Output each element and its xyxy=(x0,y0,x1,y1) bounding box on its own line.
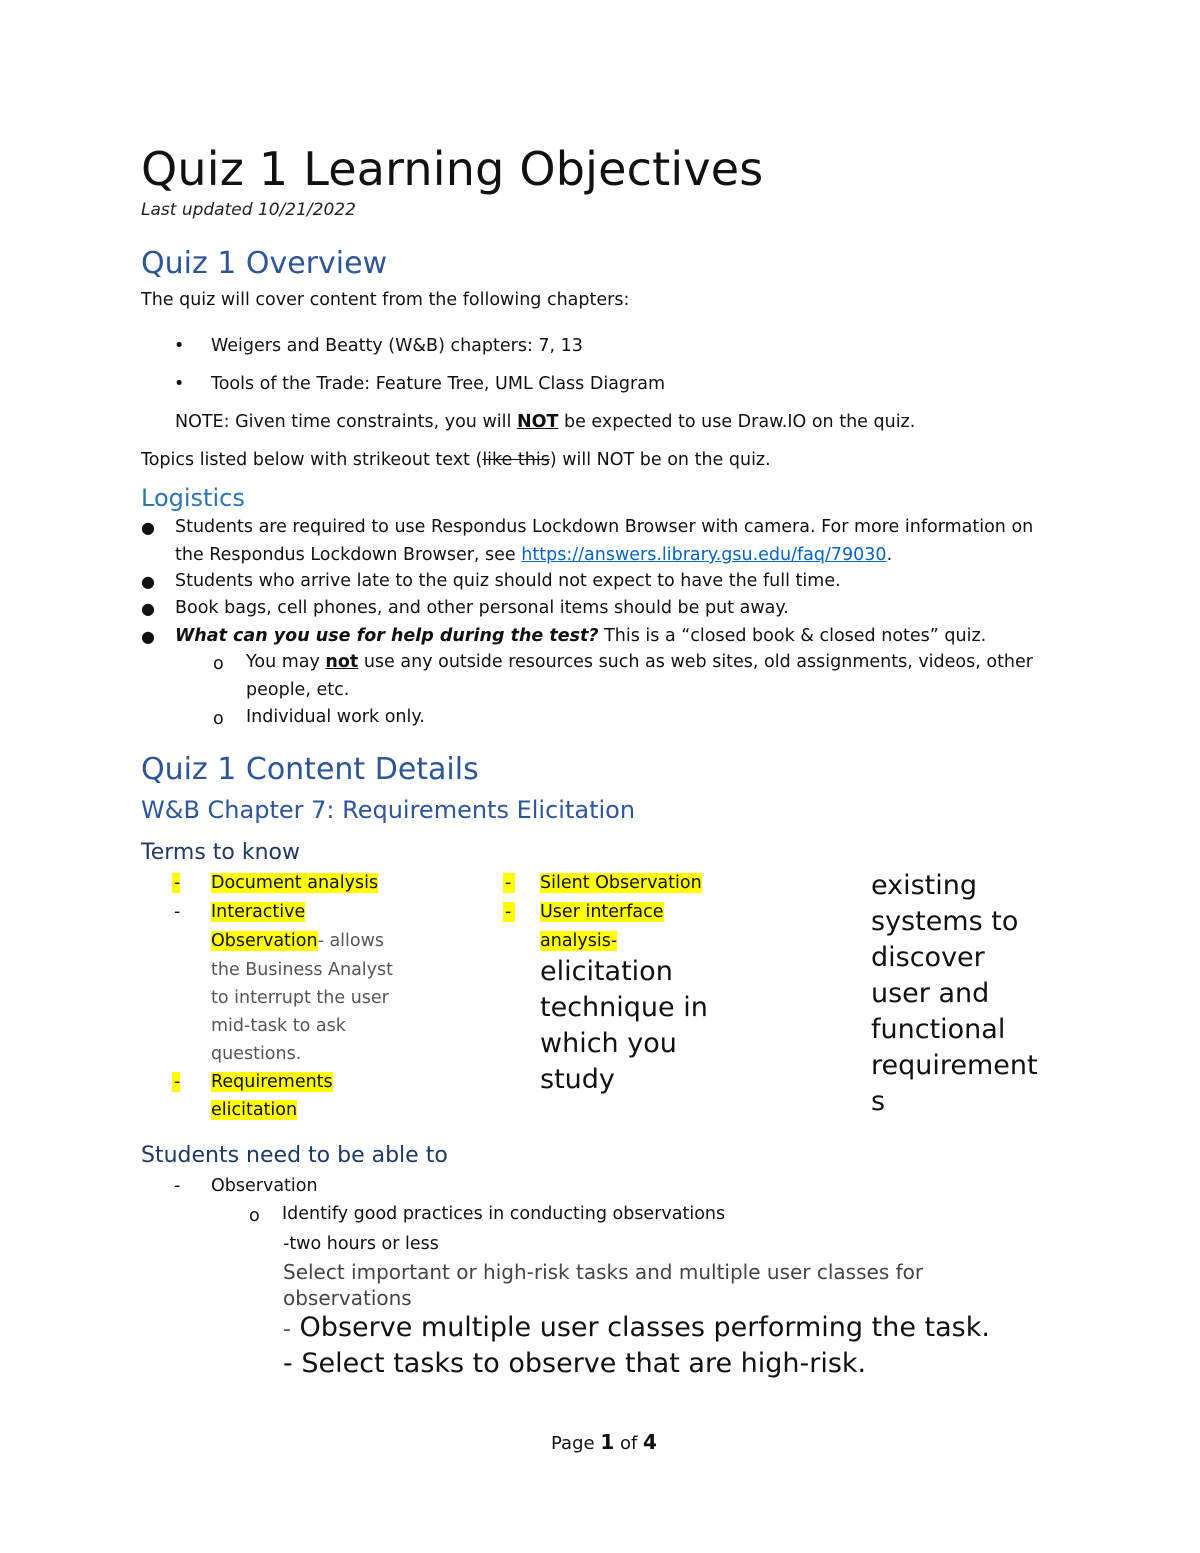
faq-link[interactable]: https://answers.library.gsu.edu/faq/79030 xyxy=(521,545,887,565)
definition-large-line: which you xyxy=(540,1028,677,1059)
term-interactive-observation: Interactive xyxy=(211,902,306,922)
definition-large-line: discover xyxy=(871,942,985,973)
term-interactive-observation-cont: Observation- allows xyxy=(211,931,385,951)
dash-icon: - xyxy=(174,1176,181,1196)
definition-line: the Business Analyst xyxy=(211,960,393,980)
note-large-line: - Select tasks to observe that are high-risk. xyxy=(283,1348,867,1379)
bullet-icon: ● xyxy=(141,627,155,646)
terms-heading: Terms to know xyxy=(141,840,300,865)
overview-heading: Quiz 1 Overview xyxy=(141,246,388,281)
logistics-subitem: You may not use any outside resources such as web sites, old assignments, videos, other xyxy=(246,652,1033,672)
overview-intro: The quiz will cover content from the following chapters: xyxy=(141,290,630,310)
students-heading: Students need to be able to xyxy=(141,1143,448,1168)
bullet-icon: ● xyxy=(141,599,155,618)
note-large-line: - Observe multiple user classes performing the task. xyxy=(283,1312,990,1343)
dash-icon: - xyxy=(503,902,515,922)
sub-bullet-icon: o xyxy=(213,709,224,729)
strikeout-note: Topics listed below with strikeout text (like this) will NOT be on the quiz. xyxy=(141,450,771,470)
definition-large-line: study xyxy=(540,1064,615,1095)
dash-icon: - xyxy=(174,1072,181,1092)
page-footer: Page 1 of 4 xyxy=(551,1430,657,1454)
term-requirements-elicitation-cont: elicitation xyxy=(211,1100,298,1120)
skill-item: Observation xyxy=(211,1176,318,1196)
definition-large-line: systems to xyxy=(871,906,1019,937)
definition-line: to interrupt the user xyxy=(211,988,389,1008)
draw-io-note: NOTE: Given time constraints, you will NOT be expected to use Draw.IO on the quiz. xyxy=(175,412,916,432)
dash-icon: - xyxy=(174,902,181,922)
logistics-item: Students are required to use Respondus Lockdown Browser with camera. For more information on xyxy=(175,517,1034,537)
note-line: observations xyxy=(283,1286,412,1310)
bullet-icon: ● xyxy=(141,518,155,537)
note-line: Select important or high-risk tasks and multiple user classes for xyxy=(283,1260,924,1284)
content-heading: Quiz 1 Content Details xyxy=(141,752,479,787)
logistics-item: Students who arrive late to the quiz should not expect to have the full time. xyxy=(175,571,841,591)
term-document-analysis: Document analysis xyxy=(211,873,379,893)
dash-icon: - xyxy=(503,873,515,893)
definition-large-line: existing xyxy=(871,870,978,901)
bullet-icon: • xyxy=(174,336,185,356)
definition-large-line: technique in xyxy=(540,992,708,1023)
term-requirements-elicitation: Requirements xyxy=(211,1072,333,1092)
definition-line: mid-task to ask xyxy=(211,1016,346,1036)
definition-large-line: requirement xyxy=(871,1050,1038,1081)
definition-large-line: user and xyxy=(871,978,990,1009)
dash-icon: - xyxy=(174,873,181,893)
term-user-interface-analysis-cont: analysis- xyxy=(540,931,618,951)
definition-large-line: elicitation xyxy=(540,956,673,987)
logistics-item: What can you use for help during the test? This is a “closed book & closed notes” quiz. xyxy=(175,626,987,646)
logistics-heading: Logistics xyxy=(141,484,245,512)
note-line: -two hours or less xyxy=(283,1234,439,1254)
bullet-icon: • xyxy=(174,374,185,394)
chapter-heading: W&B Chapter 7: Requirements Elicitation xyxy=(141,796,636,824)
chapter-item: Tools of the Trade: Feature Tree, UML Class Diagram xyxy=(211,374,665,394)
bullet-icon: ● xyxy=(141,572,155,591)
term-silent-observation: Silent Observation xyxy=(540,873,702,893)
definition-line: questions. xyxy=(211,1044,302,1064)
logistics-item: the Respondus Lockdown Browser, see https://answers.library.gsu.edu/faq/79030. xyxy=(175,545,893,565)
last-updated: Last updated 10/21/2022 xyxy=(141,200,356,220)
document-title: Quiz 1 Learning Objectives xyxy=(141,142,764,196)
logistics-subitem-cont: people, etc. xyxy=(246,680,350,700)
definition-large-line: s xyxy=(871,1086,886,1117)
logistics-item: Book bags, cell phones, and other personal items should be put away. xyxy=(175,598,789,618)
sub-bullet-icon: o xyxy=(249,1206,260,1226)
sub-bullet-icon: o xyxy=(213,654,224,674)
term-user-interface-analysis: User interface xyxy=(540,902,664,922)
logistics-subitem: Individual work only. xyxy=(246,707,425,727)
skill-subitem: Identify good practices in conducting observations xyxy=(282,1204,726,1224)
definition-large-line: functional xyxy=(871,1014,1006,1045)
chapter-item: Weigers and Beatty (W&B) chapters: 7, 13 xyxy=(211,336,583,356)
